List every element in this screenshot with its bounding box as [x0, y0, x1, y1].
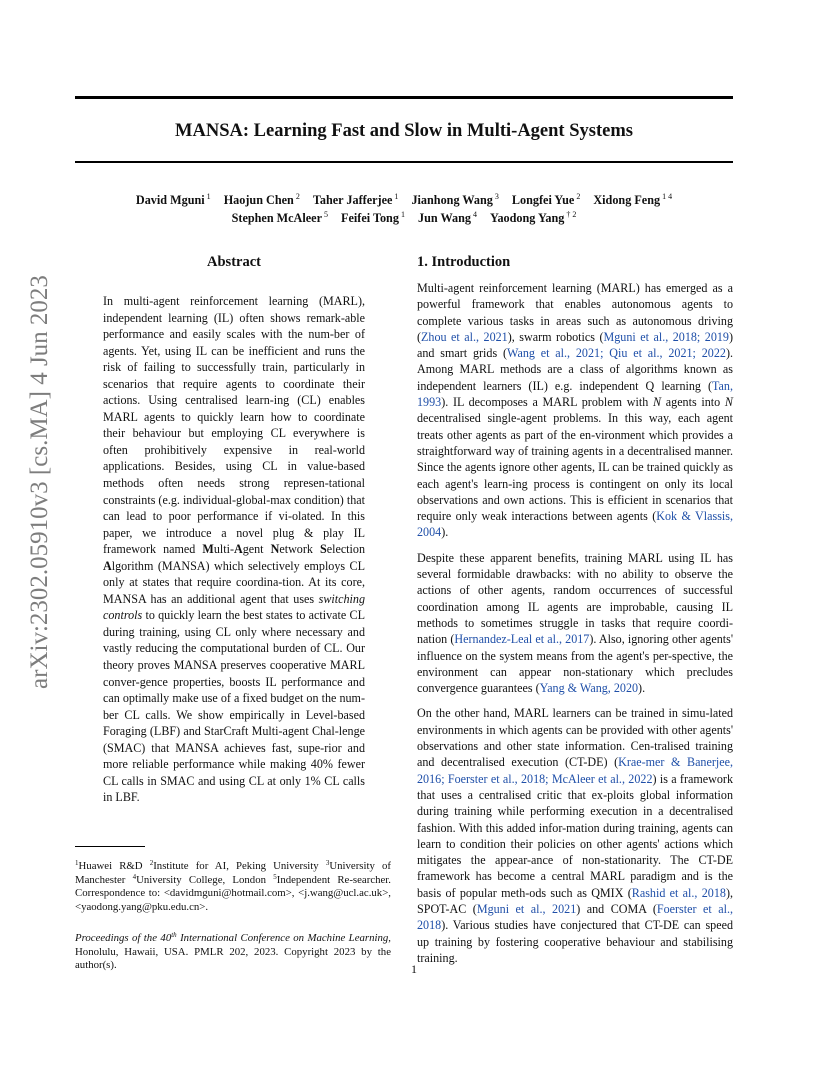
introduction-body	[417, 280, 733, 975]
proceedings-note: Proceedings of the 40th International Conference on Machine Learning, Honolulu, Hawaii, USA. PMLR 202, 2023. Copyright 2023 by the author(s).	[75, 931, 391, 972]
author: Xidong Feng $^{1 4}$	[593, 192, 673, 207]
page-number: 1	[411, 962, 417, 976]
citation-link[interactable]: Wang et al., 2021; Qiu et al., 2021; 2022	[507, 346, 726, 361]
author: Feifei Tong $^1$	[341, 210, 405, 225]
abstract-heading: Abstract	[207, 254, 261, 270]
citation-link[interactable]: Mguni et al., 2018; 2019	[603, 329, 729, 344]
author: Taher Jafferjee $^1$	[312, 192, 399, 207]
intro-paragraph: Multi-agent reinforcement learning (MARL) has emerged as a powerful framework that enables autonomous agents to complete various tasks in areas such as autonomous driving (Zhou et al., 2021), swarm robotics (Mguni et al., 2018; 2019) and smart grids (Wang et al., 2021; Qiu et al., 2021; 2022). Among MARL methods are a class of algorithms known as independent learners (IL) e.g. independent Q learning (Tan, 1993). IL decomposes a MARL problem with N agents into N decentralised single-agent problems. In this way, each agent treats other agents as part of the en-vironment which provides a straightforward way of training agents in a decentralised manner. Since the agents ignore other agents, IL can be trained quickly as each agent's learn-ing process is contingent on only its local observations and own actions. This is efficient in scenarios that require only weak interactions between agents (Kok & Vlassis, 2004).	[417, 281, 733, 540]
author: Jianhong Wang $^3$	[411, 192, 499, 207]
citation-link[interactable]: Kok & Vlassis, 2004	[417, 509, 733, 540]
author: Jun Wang $^4$	[417, 210, 477, 225]
citation-link[interactable]: Tan, 1993	[417, 378, 733, 410]
intro-paragraph: On the other hand, MARL learners can be trained in simu-lated environments in which agents can be provided with other agents' observations and other state information. Cen-tralised training and decentralised execution (CT-DE) (Krae-mer & Banerjee, 2016; Foerster et al., 2018; McAleer et al., 2022) is a framework that uses a centralised critic that ex-ploits global information during training while performing execution in a decentralised fashion. With this added infor-mation during training, agents can learn to condition their policies on other agents' actions which mitigates the appear-ance of non-stationarity. The CT-DE framework has become a central MARL paradigm and is the basis of popular meth-ods such as QMIX (Rashid et al., 2018), SPOT-AC (Mguni et al., 2021) and COMA (Foerster et al., 2018). Various studies have conjectured that CT-DE can speed up training by fostering cooperative behaviour and stabilising training.	[417, 706, 733, 965]
citation-link[interactable]: Hernandez-Leal et al., 2017	[454, 632, 590, 647]
author: Stephen McAleer $^5$	[231, 210, 328, 225]
title-top-rule	[75, 96, 733, 99]
arxiv-identifier: arXiv:2302.05910v3 [cs.MA] 4 Jun 2023	[26, 275, 53, 689]
citation-link[interactable]: Foerster et al., 2018	[417, 901, 733, 933]
citation-link[interactable]: Rashid et al., 2018	[631, 885, 726, 900]
intro-paragraph: Despite these apparent benefits, training MARL using IL has several formidable drawbacks: with no ability to observe the actions of other agents, random occurrences of successful coordination among IL agents are improbable, causing IL methods to sometimes struggle in tasks that require coordi-nation (Hernandez-Leal et al., 2017). Also, ignoring other agents' influence on the system means from the agent's per-spective, the environment can appear non-stationary which precludes convergence guarantees (Yang & Wang, 2020).	[417, 550, 733, 696]
introduction-heading: 1. Introduction	[417, 254, 511, 270]
author-list	[75, 191, 733, 227]
citation-link[interactable]: Krae-mer & Banerjee, 2016; Foerster et al., 2018; McAleer et al., 2022	[417, 755, 733, 786]
citation-link[interactable]: Yang & Wang, 2020	[539, 681, 639, 696]
author: Longfei Yue $^2$	[511, 192, 581, 207]
title-bottom-rule	[75, 161, 733, 163]
abstract-text: In multi-agent reinforcement learning (MARL), independent learning (IL) often shows remark-able performance and easily scales with the num-ber of agents. Yet, using IL can be inefficient and runs the risk of failing to successfully train, particularly in scenarios that require agents to coordinate their actions. Using centralised learn-ing (CL) enables MARL agents to quickly learn how to coordinate their behaviour but employing CL everywhere is often prohibitively expensive in real-world applications. Besides, using CL in value-based methods often needs strong represen-tational constraints (e.g. individual-global-max condition) that can lead to poor performance if vi-olated. In this paper, we introduce a novel plug & play IL framework named Multi-Agent Network Selection Algorithm (MANSA) which selectively employs CL only at states that require coordina-tion. At its core, MANSA has an additional agent that uses switching controls to quickly learn the best states to activate CL during training, using CL only where necessary and vastly reducing the computational burden of CL. Our theory proves MANSA preserves cooperative MARL conver-gence properties, boosts IL performance and can optimally make use of a fixed budget on the num-ber CL calls. We show empirically in Level-based Foraging (LBF) and StarCraft Multi-agent Chal-lenge (SMAC) that MANSA achieves fast, supe-rior and more reliable performance while making 40% fewer CL calls in SMAC and using CL at only 1% CL calls in LBF.	[103, 294, 365, 805]
citation-link[interactable]: Zhou et al., 2021	[421, 329, 508, 344]
citation-link[interactable]: Mguni et al., 2021	[476, 901, 577, 916]
paper-title: MANSA: Learning Fast and Slow in Multi-Agent Systems	[175, 121, 633, 141]
footnote-rule	[75, 846, 145, 847]
author: Yaodong Yang $^{\dagger 2}$	[490, 210, 577, 225]
affiliations-footnote: $^1$Huawei R&D $^2$Institute for AI, Peking University $^3$University of Manchester $^4$University College, London $^5$Independent Re-searcher. Correspondence to: <davidmguni@hotmail.com>, <j.wang@ucl.ac.uk>, <yaodong.yang@pku.edu.cn>.	[75, 859, 391, 913]
author: David Mguni $^1$	[135, 192, 211, 207]
author: Haojun Chen $^2$	[223, 192, 300, 207]
